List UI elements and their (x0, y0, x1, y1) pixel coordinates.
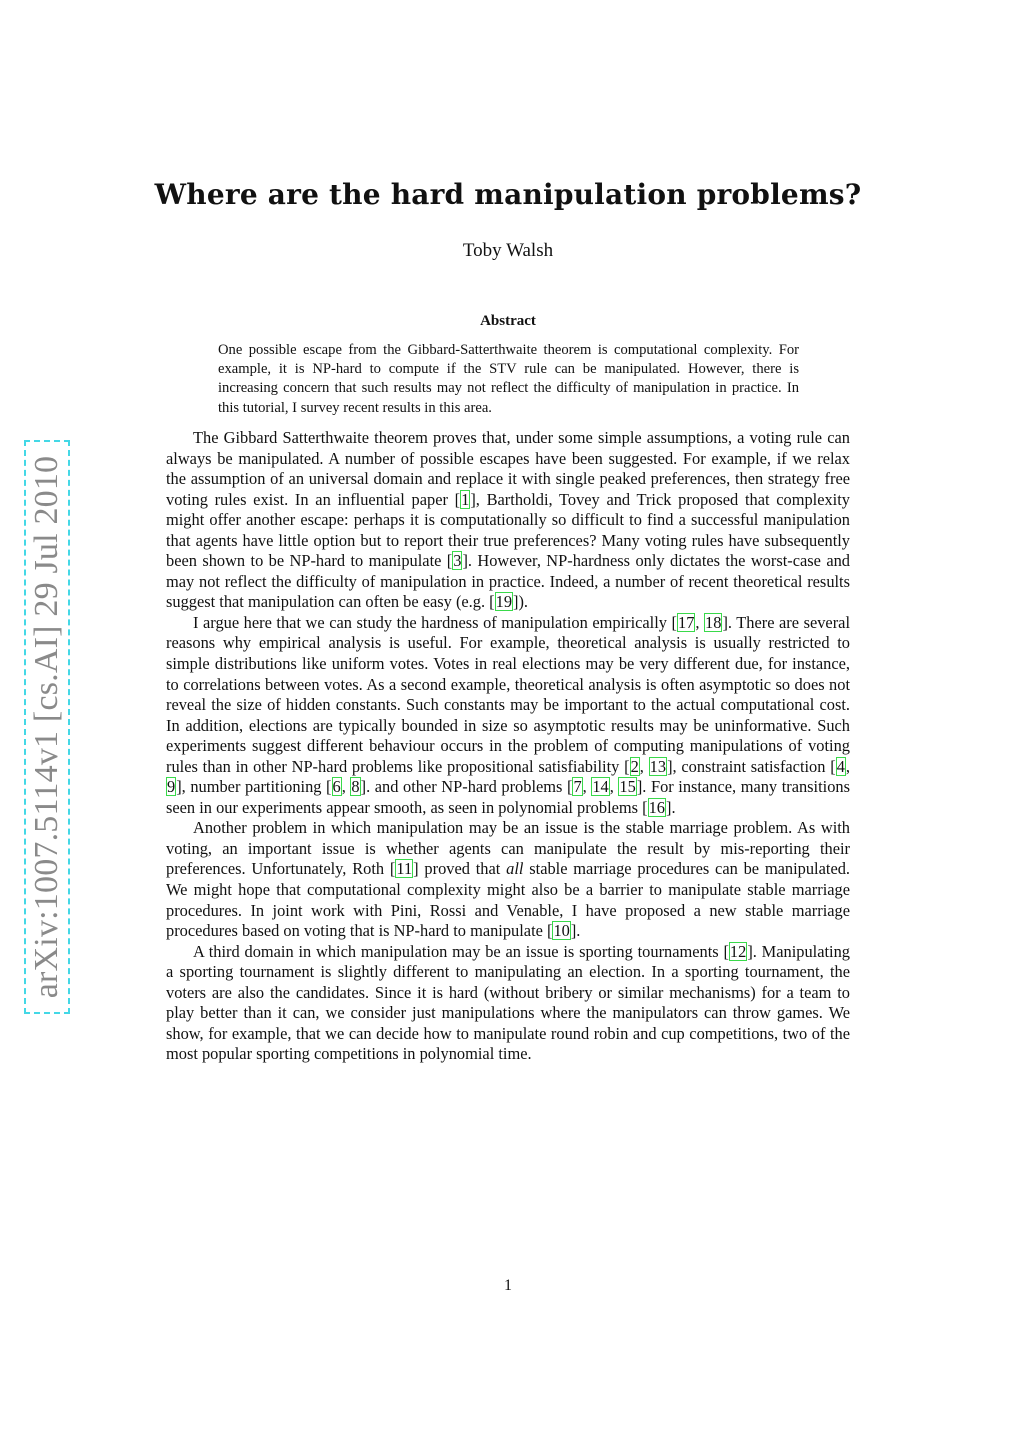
arxiv-side-stamp (24, 440, 70, 1014)
body-paragraph (166, 613, 850, 818)
citation-link[interactable]: 1 (461, 489, 470, 509)
paper-author: Toby Walsh (462, 240, 554, 261)
citation-link[interactable]: 16 (648, 797, 665, 817)
paragraph-text: , (582, 777, 592, 797)
paragraph-text: The Gibbard Satterthwaite theorem proves that, under some simple assumptions, a voting rule can always be manipulated. A number of possible escapes have been suggested. For example, if we relax the assumption of an universal domain and replace it with single peaked preferences, then strategy free voting rules exist. In an influential paper [ (166, 428, 850, 509)
emphasis-text: all (506, 859, 524, 879)
citation-link[interactable]: 13 (649, 756, 667, 776)
paragraph-text: , (695, 612, 705, 632)
paragraph-text: ]. For instance, many transitions seen in our experiments appear smooth, as seen in polynomial problems [ (166, 777, 850, 817)
citation-link[interactable]: 19 (495, 592, 513, 612)
citation-link[interactable]: 7 (573, 777, 582, 797)
paper-title: Where are the hard manipulation problems? (154, 178, 862, 211)
paragraph-text: A third domain in which manipulation may be an issue is sporting tournaments [ (193, 941, 729, 961)
abstract-text: One possible escape from the Gibbard-Satterthwaite theorem is computational complexity. For example, it is NP-hard to compute if the STV rule can be manipulated. However, there is increasing concern that such results may not reflect the difficulty of manipulation in practice. In this tutorial, I survey recent results in this area. (218, 342, 799, 416)
paragraph-text: ]. and other NP-hard problems [ (360, 777, 573, 797)
paragraph-text: ], number partitioning [ (176, 777, 332, 797)
paragraph-text: Another problem in which manipulation may be an issue is the stable marriage problem. As with voting, an important issue is whether agents can manipulate the result by mis-reporting their preferences. Unfortunately, Roth [ (166, 818, 850, 879)
paragraph-text: ]. Manipulating a sporting tournament is slightly different to manipulating an election. In a sporting tournament, the voters are also the candidates. Since it is hard (without bribery or similar mechanisms) for a team to play better than it can, we consider just manipulations where the manipulators can throw games. We show, for example, that we can decide how to manipulate round robin and cup competitions, two of the most popular sporting competitions in polynomial time. (166, 941, 850, 1064)
citation-link[interactable]: 9 (167, 777, 176, 797)
abstract-heading: Abstract (480, 313, 536, 329)
paragraph-text: stable marriage procedures can be manipulated. We might hope that computational complexity might also be a barrier to manipulate stable marriage procedures. In joint work with Pini, Rossi and Venable, I have proposed a new stable marriage procedures based on voting that is NP-hard to manipulate [ (166, 859, 851, 941)
citation-link[interactable]: 18 (705, 612, 722, 632)
citation-link[interactable]: 10 (553, 921, 570, 941)
page-number: 1 (504, 1277, 512, 1294)
paragraph-text: ] proved that (413, 859, 507, 879)
citation-link[interactable]: 11 (396, 859, 413, 879)
paragraph-text: , (845, 756, 850, 776)
citation-link[interactable]: 3 (453, 551, 462, 571)
paragraph-text: ]. (570, 921, 581, 941)
citation-link[interactable]: 2 (630, 756, 639, 776)
body-paragraph (166, 428, 850, 613)
paragraph-text: ]. However, NP-hardness only dictates the worst-case and may not reflect the difficulty of manipulation in practice. Indeed, a number of recent theoretical results suggest that manipulation can often be easy (e.g. [ (166, 551, 850, 612)
paragraph-text: ], Bartholdi, Tovey and Trick proposed that complexity might offer another escape: perhaps it is computationally so difficult to find a successful manipulation that agents have little option but to report their true preferences? Many voting rules have subsequently been shown to be NP-hard to manipulate [ (166, 489, 850, 571)
citation-link[interactable]: 15 (619, 777, 636, 797)
paragraph-text: , (609, 777, 619, 797)
citation-link[interactable]: 17 (678, 612, 695, 632)
citation-link[interactable]: 8 (351, 777, 360, 797)
citation-link[interactable]: 14 (592, 777, 609, 797)
paragraph-text: ]. (665, 797, 676, 817)
citation-link[interactable]: 6 (332, 777, 341, 797)
paper-body (166, 428, 850, 1065)
paragraph-text: ]. There are several reasons why empirical analysis is useful. For example, theoretical analysis is usually restricted to simple distributions like uniform votes. Votes in real elections may be very different due, for instance, to correlations between votes. As a second example, theoretical analysis is often asymptotic so does not reveal the size of hidden constants. Such constants may be important to the actual computational cost. In addition, elections are typically bounded in size so asymptotic results may be uninformative. Such experiments suggest different behaviour occurs in the problem of computing manipulations of voting rules than in other NP-hard problems like propositional satisfiability [ (166, 612, 850, 776)
body-paragraph (166, 942, 850, 1065)
body-paragraph (166, 818, 850, 941)
paragraph-text: I argue here that we can study the hardness of manipulation empirically [ (193, 612, 677, 632)
paragraph-text: , (341, 777, 351, 797)
citation-link[interactable]: 12 (729, 941, 747, 961)
paragraph-text: ], constraint satisfaction [ (667, 756, 836, 776)
citation-link[interactable]: 4 (836, 756, 845, 776)
arxiv-identifier[interactable]: arXiv:1007.5114v1 [cs.AI] 29 Jul 2010 (28, 455, 65, 999)
paragraph-text: ]). (513, 592, 529, 612)
paragraph-text: , (639, 756, 649, 776)
